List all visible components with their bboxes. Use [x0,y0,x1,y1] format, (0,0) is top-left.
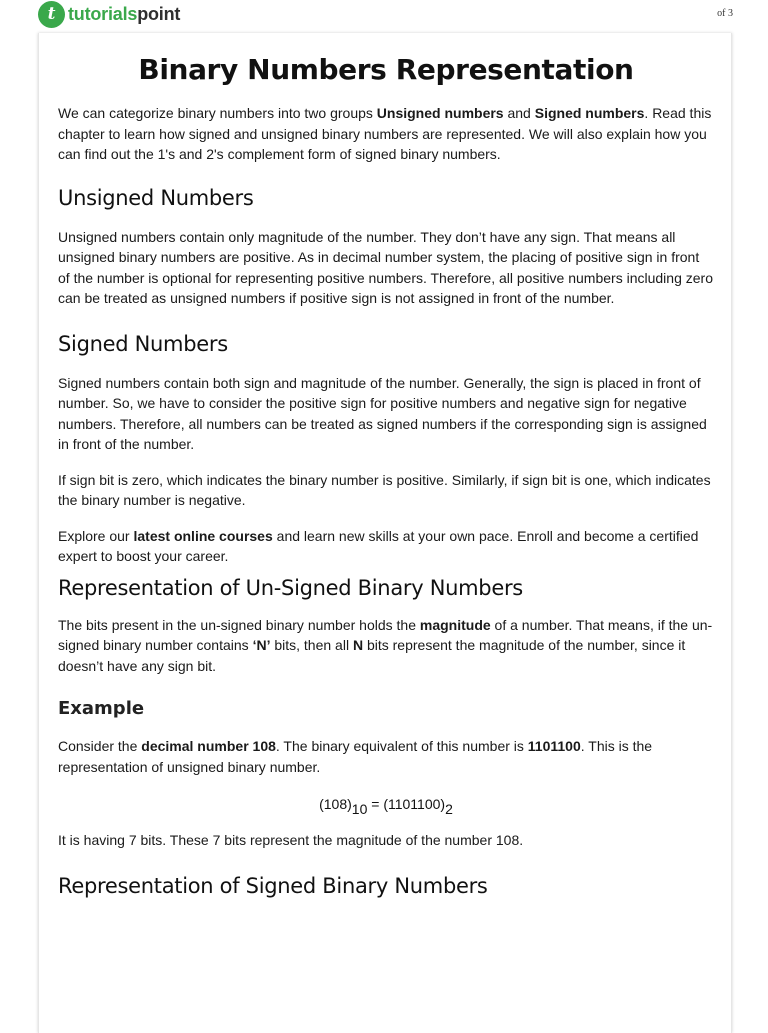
signed-numbers-paragraph: Signed numbers contain both sign and magnitude of the number. Generally, the sign is placed in front of number. So, we have to consider the positive sign for positive numbers and negative sign for negative numbers. Therefore, all numbers can be treated as signed numbers if the corresponding sign is assigned in front of the number. [58,374,707,452]
signed-numbers-heading: Signed Numbers [58,331,228,356]
intro-paragraph: We can categorize binary numbers into two groups Unsigned numbers and Signed numbers. Read this chapter to learn how signed and unsigned binary numbers are represented. We will also explain how you can find out the 1's and 2's complement form of signed binary numbers. [58,105,712,162]
document-content [58,33,714,901]
logo-icon: t [38,1,65,28]
example-heading: Example [58,698,145,719]
unsigned-numbers-paragraph: Unsigned numbers contain only magnitude of the number. They don’t have any sign. That means all unsigned binary numbers are positive. As in decimal number system, the placing of positive sign in front of the number is optional for representing positive numbers. Therefore, all positive numbers including zero can be treated as unsigned numbers if positive sign is not assigned in front of the number. [58,228,713,306]
latest-courses-link[interactable]: latest online courses [133,527,273,544]
signed-representation-heading: Representation of Signed Binary Numbers [58,873,488,898]
unsigned-representation-heading: Representation of Un-Signed Binary Numbers [58,575,523,600]
sign-bit-paragraph: If sign bit is zero, which indicates the binary number is positive. Similarly, if sign bit is one, which indicates the binary number is negative. [58,471,711,508]
logo-wordmark: tutorialspoint [68,3,181,24]
page-title: Binary Numbers Representation [138,53,634,86]
example-paragraph: Consider the decimal number 108. The binary equivalent of this number is 1101100. This is the representation of unsigned binary number. [58,738,653,775]
tutorialspoint-logo[interactable] [38,1,180,27]
bits-paragraph: It is having 7 bits. These 7 bits represent the magnitude of the number 108. [58,832,524,848]
unsigned-representation-paragraph: The bits present in the un-signed binary number holds the magnitude of a number. That means, if the un-signed binary number contains ‘N’ bits, then all N bits represent the magnitude of the number, since it doesn’t have any sign bit. [58,616,713,674]
top-bar [0,0,768,30]
binary-equation: $(108)_{10} = (1101100)_2$ [319,796,453,817]
document-page [38,33,732,1033]
page-count: of 3 [717,8,733,19]
unsigned-numbers-heading: Unsigned Numbers [58,185,254,210]
explore-courses-paragraph: Explore our latest online courses and learn new skills at your own pace. Enroll and become a certified expert to boost your career. [58,527,699,564]
